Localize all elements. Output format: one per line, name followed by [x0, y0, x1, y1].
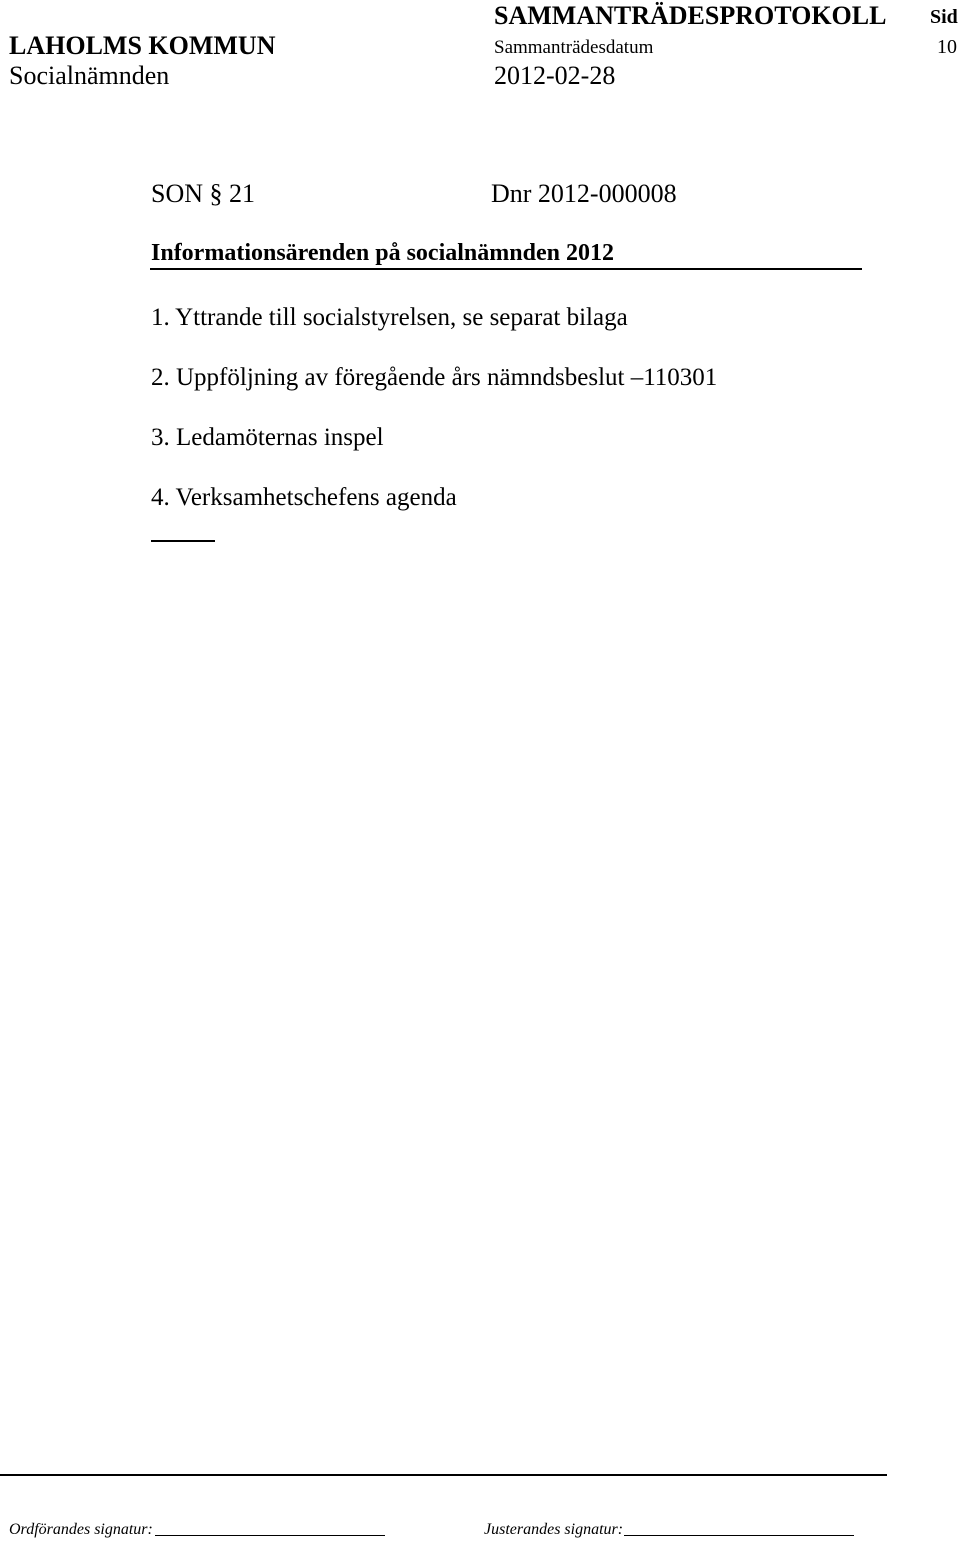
- adjuster-signature-line: [624, 1535, 854, 1536]
- chair-signature-label: Ordförandes signatur:: [9, 1521, 153, 1538]
- page-number: 10: [937, 36, 957, 58]
- footer-rule: [0, 1474, 887, 1476]
- diary-number: Dnr 2012-000008: [491, 179, 677, 208]
- meeting-date-label: Sammanträdesdatum: [494, 37, 654, 58]
- adjuster-signature-label: Justerandes signatur:: [484, 1521, 624, 1538]
- page-label: Sid: [930, 6, 958, 28]
- agenda-item: 3. Ledamöternas inspel: [151, 424, 384, 451]
- chair-signature-line: [155, 1535, 385, 1536]
- end-rule: [151, 540, 215, 542]
- case-heading: Informationsärenden på socialnämnden 2012: [151, 240, 614, 266]
- agenda-item: 1. Yttrande till socialstyrelsen, se separat bilaga: [151, 304, 628, 331]
- document-type: SAMMANTRÄDESPROTOKOLL: [494, 1, 887, 30]
- agenda-item: 2. Uppföljning av föregående års nämndsbeslut –110301: [151, 364, 718, 391]
- board-name: Socialnämnden: [9, 61, 170, 90]
- meeting-date: 2012-02-28: [494, 61, 616, 90]
- paragraph-number: SON § 21: [151, 179, 256, 208]
- agenda-item: 4. Verksamhetschefens agenda: [151, 484, 457, 511]
- heading-rule: [150, 268, 862, 270]
- organization-name: LAHOLMS KOMMUN: [9, 31, 276, 60]
